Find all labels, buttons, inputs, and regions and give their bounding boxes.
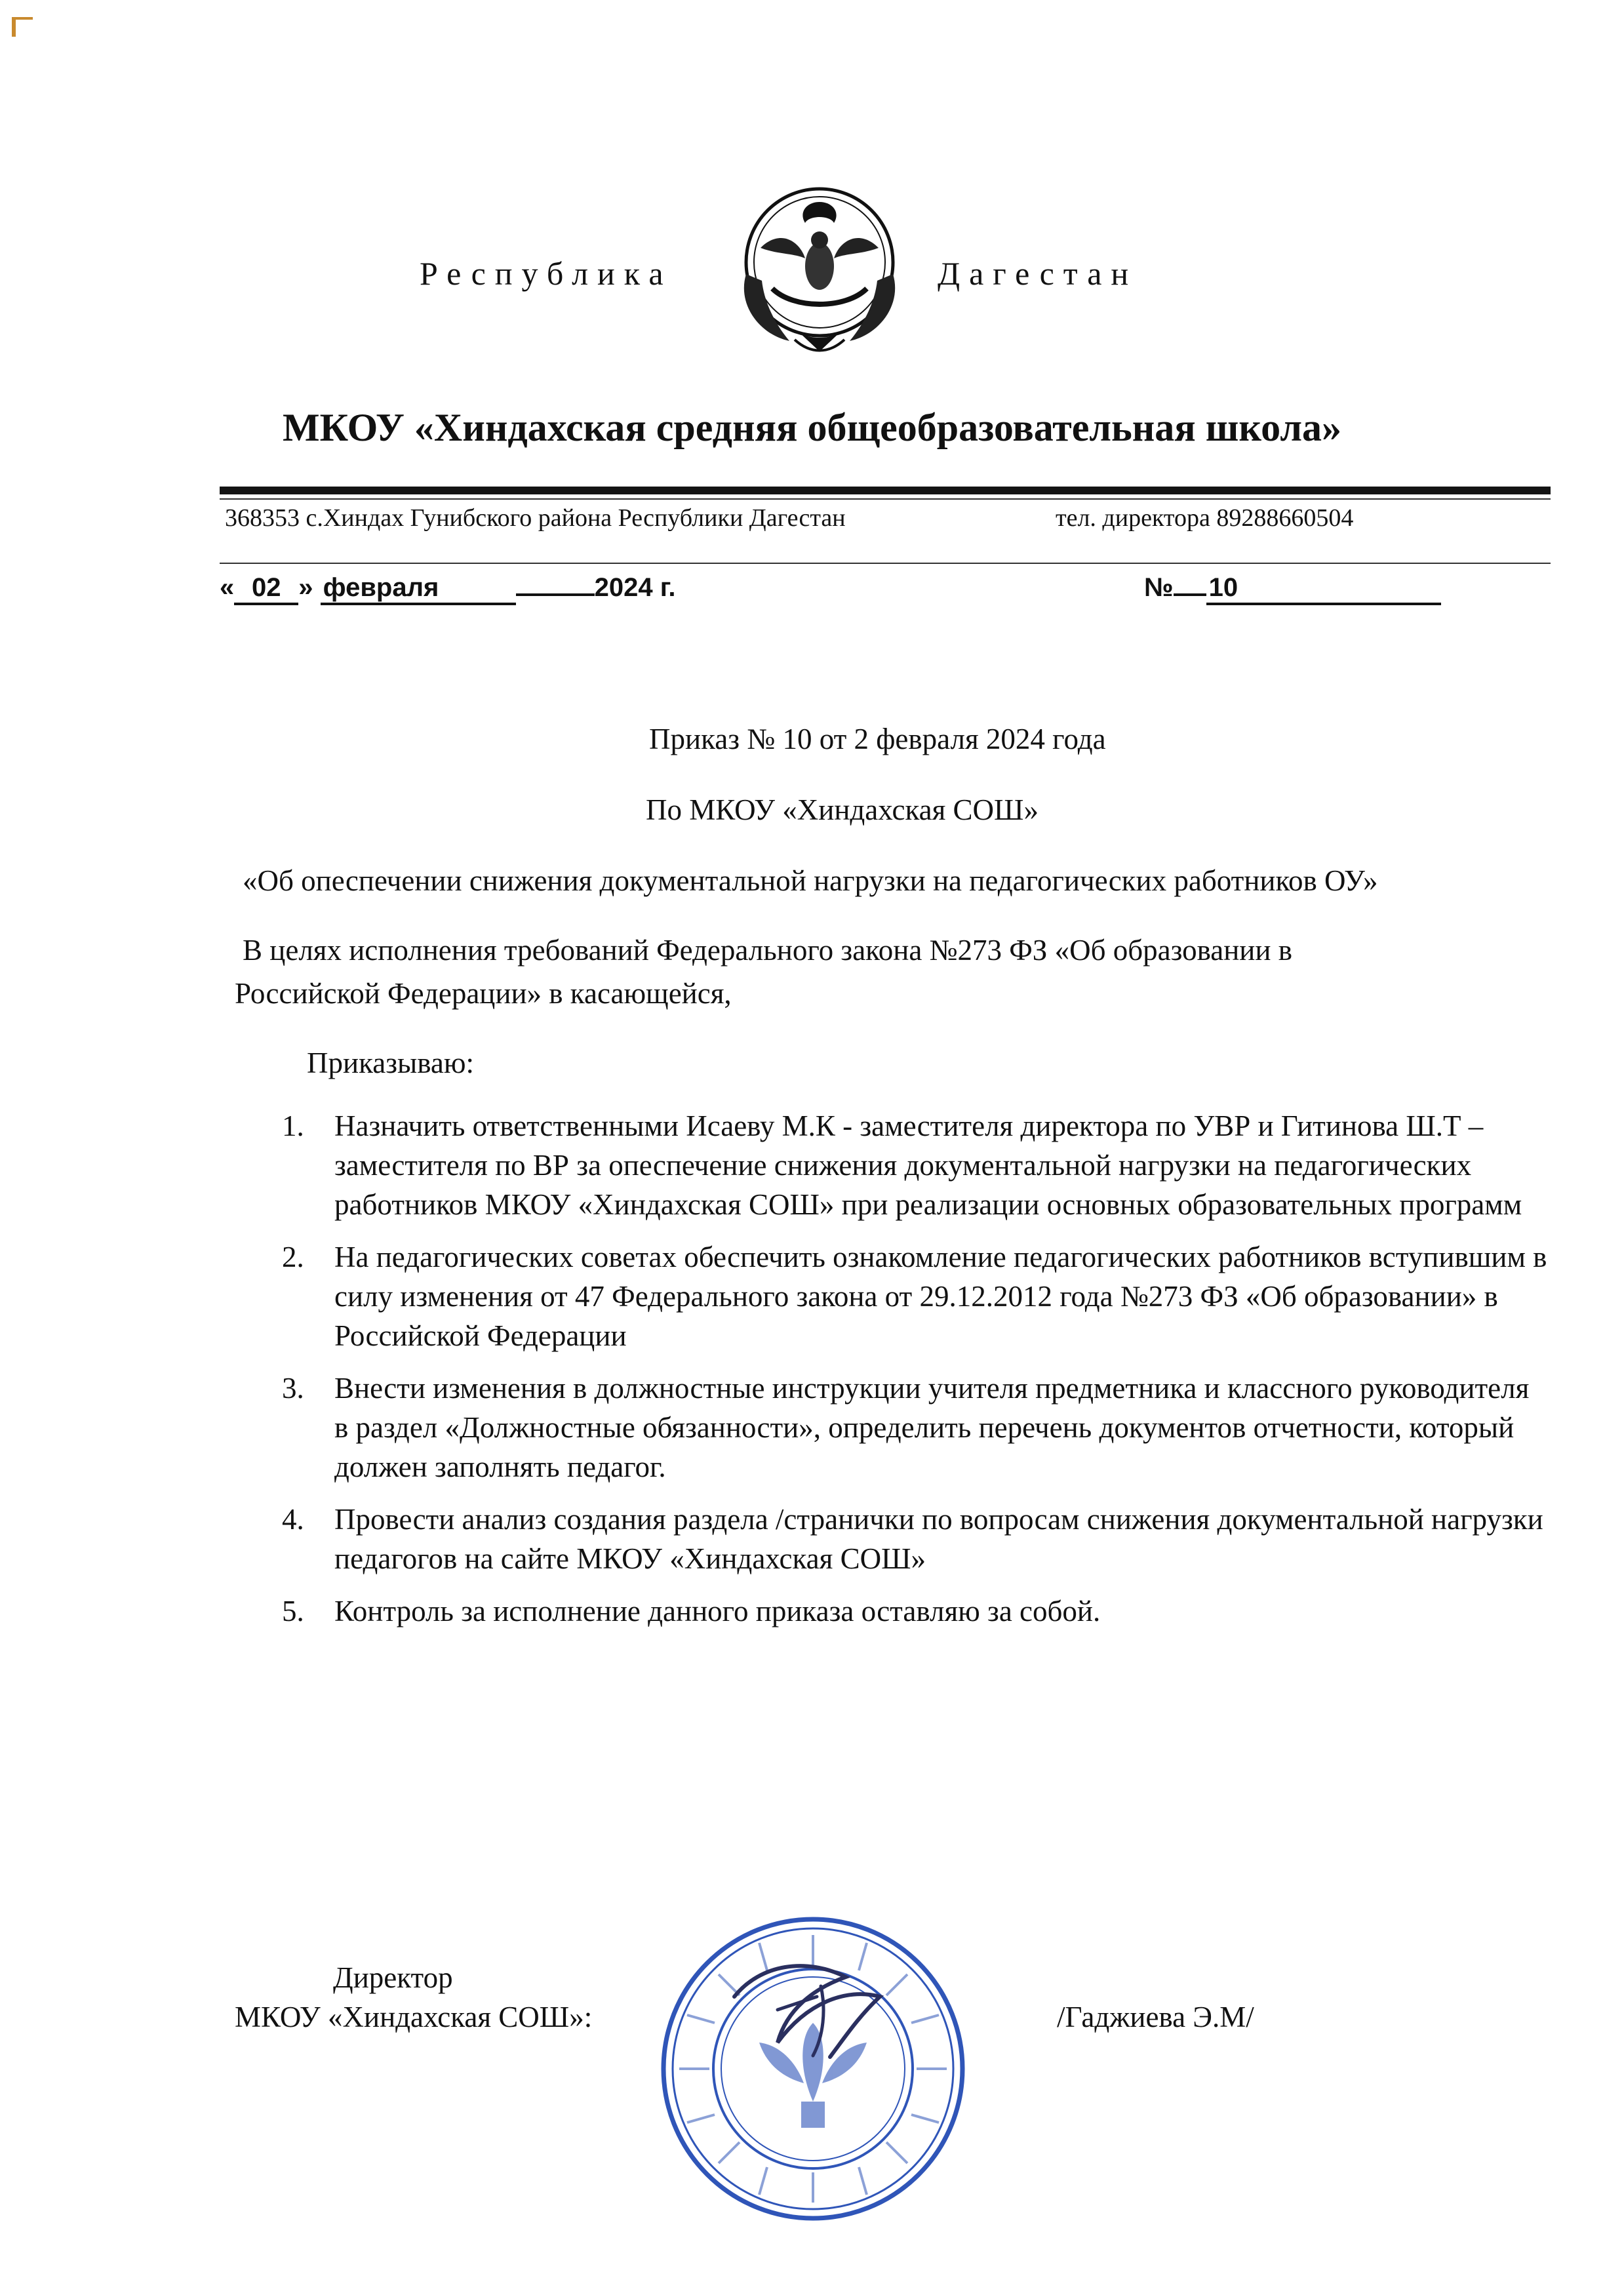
date-field xyxy=(220,573,676,605)
order-title: Приказ № 10 от 2 февраля 2024 года xyxy=(649,723,1106,755)
doc-number-label: № xyxy=(1144,573,1174,602)
list-item xyxy=(262,1368,1547,1487)
header-thick-rule xyxy=(220,487,1551,494)
doc-number: 10 xyxy=(1206,573,1441,605)
list-item-text: Внести изменения в должностные инструкции учителя предметника и классного руководителя в раздел «Должностные обязанности», определить перечень документов отчетности, который должен заполнять педагог. xyxy=(334,1372,1530,1483)
republic-label-right: Дагестан xyxy=(938,255,1138,292)
list-item-text: Провести анализ создания раздела /странички по вопросам снижения документальной нагрузки педагогов на сайте МКОУ «Хиндахская СОШ» xyxy=(334,1503,1543,1575)
list-item-text: Назначить ответственными Исаеву М.К - заместителя директора по УВР и Гитинова Ш.Т – заместителя по ВР за опеспечение снижения документальной нагрузки на педагогических работников МКОУ «Хиндахская СОШ» при реализации основных образовательных программ xyxy=(334,1109,1522,1221)
school-address: 368353 с.Хиндах Гунибского района Республики Дагестан xyxy=(225,504,846,532)
date-close-quote: » xyxy=(298,573,313,602)
list-item xyxy=(262,1591,1547,1631)
preamble-line-2: Российской Федерации» в касающейся, xyxy=(235,977,732,1010)
date-blank xyxy=(516,593,595,596)
header-thin-rule xyxy=(220,498,1551,500)
date-open-quote: « xyxy=(220,573,235,602)
order-subject: «Об опеспечении снижения документальной нагрузки на педагогических работников ОУ» xyxy=(243,864,1378,897)
list-item xyxy=(262,1500,1547,1578)
scan-corner-mark xyxy=(12,17,33,37)
dagestan-coat-of-arms-icon xyxy=(721,176,918,372)
list-item-number: 1. xyxy=(282,1109,304,1142)
signer-organization: МКОУ «Хиндахская СОШ»: xyxy=(235,2001,593,2033)
list-item xyxy=(262,1237,1547,1355)
republic-label-left: Республика xyxy=(420,255,673,292)
date-year: 2024 г. xyxy=(594,573,676,602)
list-item xyxy=(262,1106,1547,1224)
date-day: 02 xyxy=(234,573,298,605)
doc-number-lead xyxy=(1174,593,1206,596)
list-item-text: Контроль за исполнение данного приказа оставляю за собой. xyxy=(334,1595,1101,1627)
signer-name: /Гаджиева Э.М/ xyxy=(1057,2001,1254,2033)
round-official-seal-icon xyxy=(649,1905,977,2233)
order-command: Приказываю: xyxy=(307,1047,474,1079)
director-phone: тел. директора 89288660504 xyxy=(1056,504,1354,532)
list-item-number: 3. xyxy=(282,1372,304,1405)
preamble-line-1: В целях исполнения требований Федерального закона №273 ФЗ «Об образовании в xyxy=(243,934,1292,967)
doc-number-field xyxy=(1144,573,1441,605)
order-items-list xyxy=(262,1106,1547,1644)
list-item-number: 5. xyxy=(282,1595,304,1627)
date-month: февраля xyxy=(321,573,516,605)
signer-position: Директор xyxy=(333,1961,453,1994)
list-item-text: На педагогических советах обеспечить ознакомление педагогических работников вступившим в силу изменения от 47 Федерального закона от 29.12.2012 года №273 ФЗ «Об образовании» в Российской Федерации xyxy=(334,1241,1547,1352)
list-item-number: 4. xyxy=(282,1503,304,1536)
list-item-number: 2. xyxy=(282,1241,304,1273)
order-organization: По МКОУ «Хиндахская СОШ» xyxy=(646,793,1039,826)
address-divider xyxy=(220,563,1551,564)
school-name-heading: МКОУ «Хиндахская средняя общеобразовательная школа» xyxy=(282,406,1342,449)
